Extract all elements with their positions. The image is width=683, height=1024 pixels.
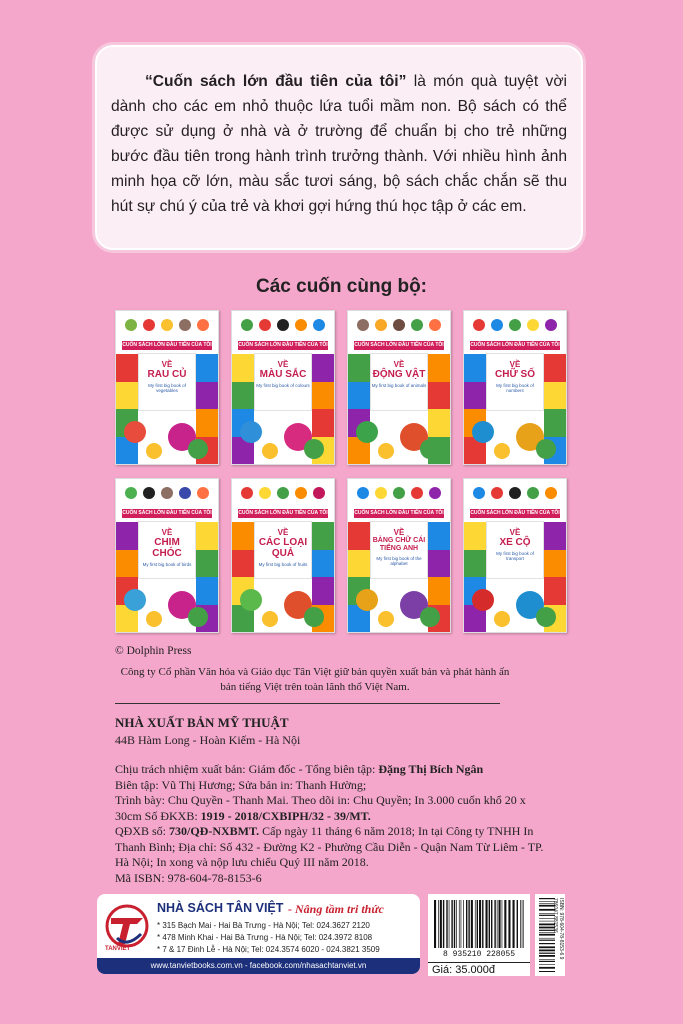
cover-subtitle: My first big book of birds [142, 562, 192, 567]
cover-title: XE CỘ [499, 537, 531, 548]
cover-title: RAU CỦ [147, 369, 187, 380]
cover-illustration [124, 589, 146, 611]
cover-illustration-strip [232, 479, 334, 507]
cover-illustration [420, 607, 440, 627]
cover-illustration [304, 607, 324, 627]
cover-illustration [378, 611, 394, 627]
editor-in-chief: Đặng Thị Bích Ngân [378, 762, 484, 776]
cover-ve: VỀ [509, 528, 521, 537]
cover-illustration [378, 443, 394, 459]
description-box [95, 45, 583, 250]
cover-series-label: CUỐN SÁCH LỚN ĐẦU TIÊN CỦA TÔI [122, 342, 212, 348]
cover-ve: VỀ [393, 360, 405, 369]
cover-illustration-strip [348, 479, 450, 507]
publisher-name: NHÀ XUẤT BẢN MỸ THUẬT [115, 715, 289, 730]
decision-number: 730/QĐ-NXBMT. [169, 824, 260, 838]
cover-title-panel [486, 353, 544, 411]
cover-illustration [188, 439, 208, 459]
credits-line4-rest: Cấp ngày 11 tháng 6 năm 2018; In tại Công ty TNHH In Thanh Bình; Địa chỉ: Số 432 - Đường K2 - Phường Cầu Diễn - Quận Nam Từ Liêm - TP. Hà Nội; In xong và nộp lưu chiểu Quý III năm 2018. [115, 824, 544, 869]
cover-illustration-strip [464, 311, 566, 339]
divider [115, 703, 500, 704]
book-cover [231, 478, 335, 633]
barcode [428, 894, 530, 970]
registration-number: 1919 - 2018/CXBIPH/32 - 39/MT. [200, 808, 371, 823]
credits-line3: Trình bày: Chu Quyền - Thanh Mai. Theo dõi in: Chu Quyền; In 3.000 cuốn khổ 20 x 30cm Số ĐKXB: [115, 793, 526, 823]
cover-subtitle: My first big book of fruits [258, 562, 308, 567]
cover-ve: VỀ [277, 360, 289, 369]
book-cover [231, 310, 335, 465]
cover-illustration [356, 589, 378, 611]
cover-ve: VỀ [393, 528, 405, 537]
cover-series-label: CUỐN SÁCH LỚN ĐẦU TIÊN CỦA TÔI [354, 342, 444, 348]
cover-illustration [356, 421, 378, 443]
cover-ve: VỀ [161, 360, 173, 369]
shop-slogan: - Nâng tầm tri thức [288, 902, 384, 916]
cover-title: BẢNG CHỮ CÁI TIẾNG ANH [372, 537, 426, 552]
series-heading: Các cuốn cùng bộ: [256, 276, 427, 297]
cover-series-label: CUỐN SÁCH LỚN ĐẦU TIÊN CỦA TÔI [238, 510, 328, 516]
cover-illustration-strip [232, 311, 334, 339]
cover-illustration [240, 421, 262, 443]
rights-statement: Công ty Cổ phần Văn hóa và Giáo dục Tân Việt giữ bản quyền xuất bản và phát hành ấn bản tiếng Việt trên toàn lãnh thổ Việt Nam. [120, 666, 510, 693]
logo-text: TANVIET [105, 946, 131, 952]
cover-title: MÀU SẮC [259, 369, 307, 380]
cover-illustration [240, 589, 262, 611]
cover-title: CÁC LOẠI QUẢ [258, 537, 308, 559]
credits-line1: Chịu trách nhiệm xuất bản: Giám đốc - Tổng biên tập: [115, 762, 379, 776]
cover-illustration [304, 439, 324, 459]
cover-illustration [262, 443, 278, 459]
publishing-credits [115, 762, 555, 886]
cover-illustration-strip [348, 311, 450, 339]
cover-title-panel [370, 353, 428, 411]
book-cover [463, 310, 567, 465]
cover-illustration [262, 611, 278, 627]
cover-title-panel [486, 521, 544, 579]
description-text [111, 69, 567, 219]
cover-illustration-strip [464, 479, 566, 507]
cover-illustration [494, 611, 510, 627]
cover-ve: VỀ [509, 360, 521, 369]
cover-illustration [188, 607, 208, 627]
book-cover [347, 310, 451, 465]
barcode-number: 8 935210 228055 [442, 950, 515, 959]
cover-illustration-strip [116, 311, 218, 339]
book-series-title: “Cuốn sách lớn đầu tiên của tôi” [145, 73, 407, 90]
cover-subtitle: My first big book of animals [371, 383, 427, 388]
publisher-address: 44B Hàm Long - Hoàn Kiếm - Hà Nội [115, 733, 301, 747]
isbn-line: Mã ISBN: 978-604-78-8153-6 [115, 870, 262, 885]
book-cover [347, 478, 451, 633]
cover-series-label: CUỐN SÁCH LỚN ĐẦU TIÊN CỦA TÔI [470, 342, 560, 348]
book-cover [463, 478, 567, 633]
cover-illustration [146, 611, 162, 627]
shop-website: www.tanvietbooks.com.vn - facebook.com/nhasachtanviet.vn [97, 958, 420, 974]
cover-illustration [472, 589, 494, 611]
cover-illustration [472, 421, 494, 443]
isbn-vertical-text: ISBN: 978-604-78-8153-6 9 786047 881536 [552, 898, 564, 960]
cover-illustration-strip [116, 479, 218, 507]
cover-illustration [420, 439, 440, 459]
cover-illustration [146, 443, 162, 459]
book-cover [115, 310, 219, 465]
copyright: © Dolphin Press [115, 645, 192, 657]
cover-subtitle: My first big book of transport [496, 551, 534, 561]
cover-series-label: CUỐN SÁCH LỚN ĐẦU TIÊN CỦA TÔI [122, 510, 212, 516]
credits-line2: Biên tập: Vũ Thị Hương; Sửa bản in: Thanh Hường; [115, 777, 367, 792]
cover-title-panel [254, 353, 312, 411]
cover-title: ĐỘNG VẬT [372, 369, 426, 380]
barcode-bars [434, 900, 524, 948]
cover-ve: VỀ [277, 528, 289, 537]
cover-title-panel [138, 521, 196, 579]
cover-illustration [494, 443, 510, 459]
cover-illustration [536, 439, 556, 459]
cover-illustration [124, 421, 146, 443]
isbn-barcode [535, 894, 565, 976]
cover-title: CHIM CHÓC [152, 537, 182, 559]
shop-address: * 7 & 17 Đinh Lễ - Hà Nội; Tel: 024.3574 6020 - 024.3821 3509 [157, 945, 380, 954]
cover-subtitle: My first big book of the alphabet [376, 556, 422, 566]
shop-addresses [157, 920, 380, 956]
price-label: Giá: 35.000đ [428, 962, 530, 976]
bookshop-info [97, 894, 420, 974]
cover-series-label: CUỐN SÁCH LỚN ĐẦU TIÊN CỦA TÔI [470, 510, 560, 516]
book-cover [115, 478, 219, 633]
cover-illustration [536, 607, 556, 627]
description-body: là món quà tuyệt vời dành cho các em nhỏ thuộc lứa tuổi mầm non. Bộ sách có thể được sử dụng ở nhà và ở trường để chuẩn bị cho trẻ những bước đầu tiên trong hành trình trưởng thành. Với nhiều hình ảnh minh họa cỡ lớn, màu sắc tươi sáng, bộ sách chắc chắn sẽ thu hút sự chú ý của trẻ và khơi gợi hứng thú học tập ở các em. [111, 73, 568, 215]
credits-line4: QĐXB số: [115, 824, 170, 838]
cover-series-label: CUỐN SÁCH LỚN ĐẦU TIÊN CỦA TÔI [238, 342, 328, 348]
cover-title: CHỮ SỐ [495, 369, 535, 380]
cover-subtitle: My first big book of numbers [496, 383, 534, 393]
cover-title-panel [370, 521, 428, 579]
cover-title-panel [138, 353, 196, 411]
cover-subtitle: My first big book of colours [256, 383, 310, 388]
cover-subtitle: My first big book of vegetables [148, 383, 186, 393]
cover-title-panel [254, 521, 312, 579]
shop-address: * 315 Bạch Mai - Hai Bà Trưng - Hà Nội; Tel: 024.3627 2120 [157, 921, 370, 930]
shop-address: * 478 Minh Khai - Hai Bà Trưng - Hà Nội; Tel: 024.3972 8108 [157, 933, 373, 942]
cover-series-label: CUỐN SÁCH LỚN ĐẦU TIÊN CỦA TÔI [354, 510, 444, 516]
cover-ve: VỀ [161, 528, 173, 537]
shop-name: NHÀ SÁCH TÂN VIỆT [157, 901, 284, 915]
